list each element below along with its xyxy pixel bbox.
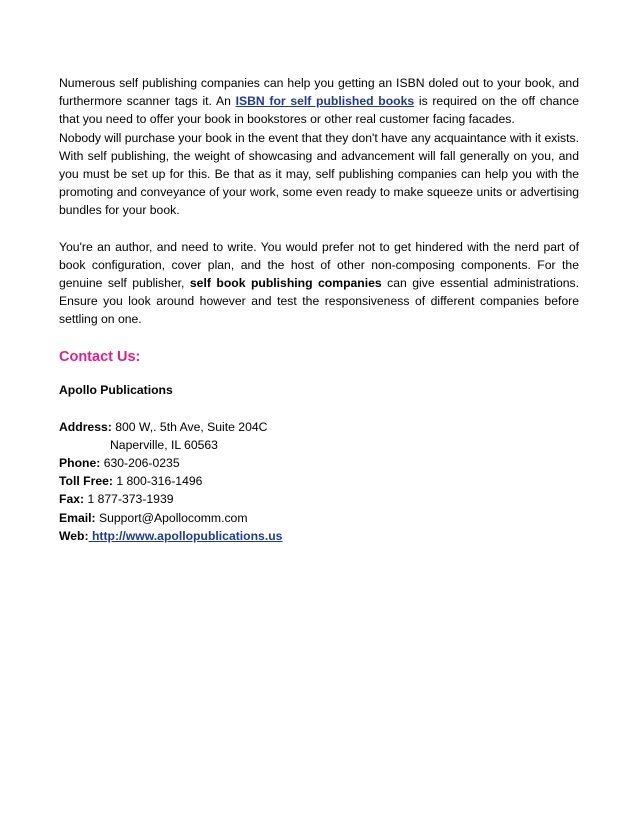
address-label: Address: (59, 419, 112, 434)
paragraph-author-text-2: can give essential administrations. Ensure you look around however and test the responsiveness of different companies before settling on one. (59, 276, 579, 327)
paragraph-isbn-text-1: Numerous self publishing companies can help you getting an ISBN doled out to your book, and furthermore scanner tags it. An (59, 76, 579, 109)
address-line-2: Naperville, IL 60563 (110, 437, 218, 452)
contact-details (59, 418, 579, 545)
paragraph-author (59, 238, 579, 329)
paragraph-promotion: Nobody will purchase your book in the event that they don't have any acquaintance with it exists. With self publishing, the weight of showcasing and advancement will fall generally on you, and you must be set up for this. Be that as it may, self publishing companies can help you with the promoting and conveyance of your work, some even ready to make squeeze units or advertising bundles for your book. (59, 130, 579, 218)
website-link[interactable]: http://www.apollopublications.us (88, 528, 283, 543)
paragraph-author-bold: self book publishing companies (189, 276, 382, 291)
contact-heading: Contact Us: (59, 348, 141, 365)
address-line (59, 418, 579, 436)
phone-line (59, 454, 579, 472)
paragraph-author-text-1: You're an author, and need to write. You would prefer not to get hindered with the nerd part of book configuration, cover plan, and the host of other non-composing components. For the genuine self publisher, (59, 239, 579, 291)
web-label: Web: (59, 528, 89, 543)
tollfree-label: Toll Free: (59, 474, 113, 489)
paragraph-isbn-text-2: is required on the off chance that you need to offer your book in bookstores or other real customer facing facades. (59, 94, 579, 127)
tollfree-line (59, 472, 579, 490)
address-value: 800 W,. 5th Ave, Suite 204C (111, 419, 268, 434)
fax-label: Fax: (59, 492, 85, 507)
isbn-link[interactable]: ISBN for self published books (235, 94, 415, 109)
paragraph-isbn (59, 74, 579, 129)
phone-value: 630-206-0235 (100, 456, 180, 471)
fax-value: 1 877-373-1939 (84, 492, 174, 507)
email-value: Support@Apollocomm.com (95, 510, 248, 525)
tollfree-value: 1 800-316-1496 (112, 474, 203, 489)
phone-label: Phone: (59, 456, 101, 471)
fax-line (59, 490, 579, 508)
web-line (59, 527, 579, 545)
document-page (59, 74, 579, 545)
email-line (59, 509, 579, 527)
email-label: Email: (59, 510, 96, 525)
company-name: Apollo Publications (59, 382, 173, 397)
